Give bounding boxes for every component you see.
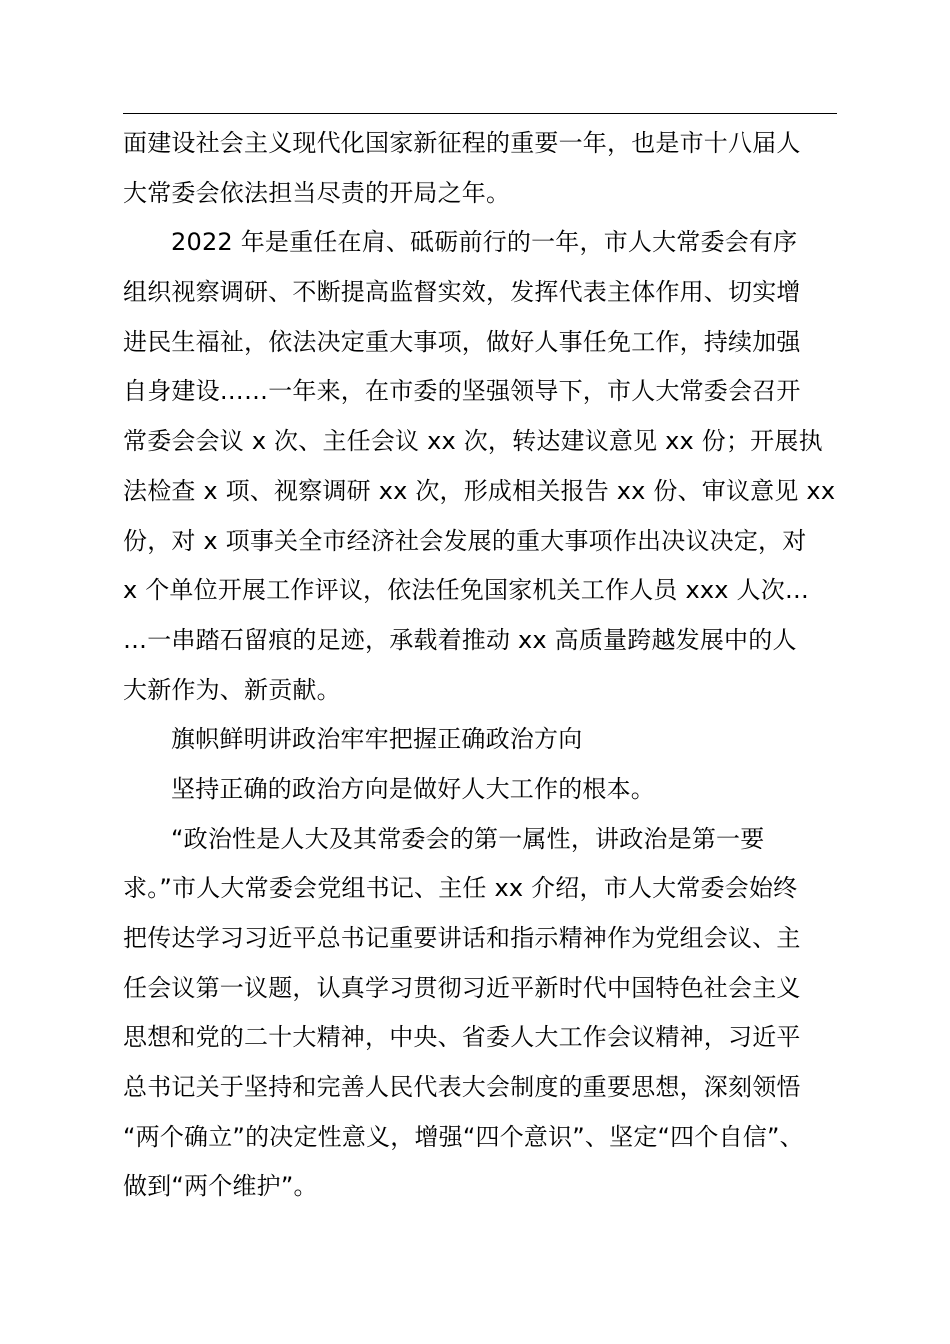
paragraph-start-line: 坚持正确的政治方向是做好人大工作的根本。 xyxy=(171,774,655,803)
header-rule xyxy=(123,113,837,114)
text-line: x 个单位开展工作评议，依法任免国家机关工作人员 xxx 人次… xyxy=(123,576,810,605)
text-line: 大新作为、新贡献。 xyxy=(123,675,341,704)
text-line: 自身建设……一年来，在市委的坚强领导下，市人大常委会召开 xyxy=(123,377,801,406)
text-line: …一串踏石留痕的足迹，承载着推动 xx 高质量跨越发展中的人 xyxy=(123,625,797,654)
paragraph-start-line: 2022 年是重任在肩、砥砺前行的一年，市人大常委会有序 xyxy=(171,228,798,257)
text-line: 做到“两个维护”。 xyxy=(123,1172,318,1201)
section-heading: 旗帜鲜明讲政治牢牢把握正确政治方向 xyxy=(171,725,583,754)
text-line: 进民生福祉，依法决定重大事项，做好人事任免工作，持续加强 xyxy=(123,327,801,356)
text-line: 任会议第一议题，认真学习贯彻习近平新时代中国特色社会主义 xyxy=(123,973,801,1002)
text-line: 大常委会依法担当尽责的开局之年。 xyxy=(123,178,511,207)
text-line: 份，对 x 项事关全市经济社会发展的重大事项作出决议决定，对 xyxy=(123,526,807,555)
text-line: 法检查 x 项、视察调研 xx 次，形成相关报告 xx 份、审议意见 xx xyxy=(123,476,836,505)
text-line: 组织视察调研、不断提高监督实效，发挥代表主体作用、切实增 xyxy=(123,278,801,307)
text-line: 把传达学习习近平总书记重要讲话和指示精神作为党组会议、主 xyxy=(123,924,801,952)
text-line: 面建设社会主义现代化国家新征程的重要一年，也是市十八届人 xyxy=(123,129,801,157)
document-body xyxy=(123,119,839,1212)
text-line: 求。”市人大常委会党组书记、主任 xx 介绍，市人大常委会始终 xyxy=(123,874,798,903)
text-line: 总书记关于坚持和完善人民代表大会制度的重要思想，深刻领悟 xyxy=(123,1073,801,1102)
text-line: 常委会会议 x 次、主任会议 xx 次，转达建议意见 xx 份；开展执 xyxy=(123,427,823,456)
text-line: “两个确立”的决定性意义，增强“四个意识”、坚定“四个自信”、 xyxy=(123,1122,804,1151)
paragraph-start-line: “政治性是人大及其常委会的第一属性，讲政治是第一要 xyxy=(171,824,765,853)
text-line: 思想和党的二十大精神，中央、省委人大工作会议精神，习近平 xyxy=(123,1023,801,1052)
